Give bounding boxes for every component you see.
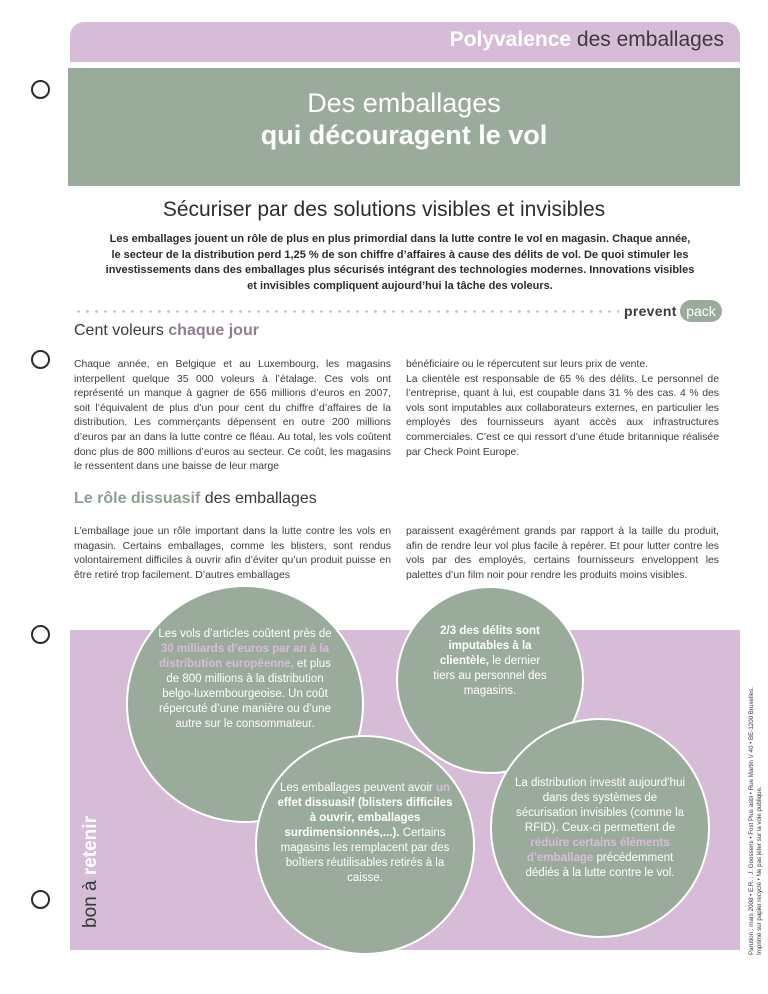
binder-hole-3: [31, 625, 50, 644]
c3-bold: effet dissuasif (blisters difficiles à ouvrir, emballages surdimensionnés,...).: [277, 797, 453, 839]
category-header: [70, 22, 740, 62]
c1-text-b: et plus de 800 millions à la distribution belgo-luxembourgeoise. Un coût répercuté d’une manière ou d’une autre sur le consommateur.: [159, 658, 331, 730]
info-circle-rfid: [490, 718, 710, 938]
section1-right-paragraph: La clientèle est responsable de 65 % des délits. Le personnel de l’entreprise, quant à lui, est coupable dans 31 % des cas. 4 % des vols sont imputables aux collaborateurs externes, en particulier les employés des fournisseurs ayant accès aux infrastructures commerciales. C’est ce qui ressort d’une étude britannique réalisée par Check Point Europe.: [406, 373, 719, 458]
title-banner: [68, 68, 740, 186]
c1-text-a: Les vols d’articles coûtent près de: [158, 628, 332, 640]
category-title-rest: des emballages: [571, 28, 724, 51]
section-title: Sécuriser par des solutions visibles et invisibles: [162, 198, 606, 221]
banner-title-line1: Des emballages: [307, 88, 501, 118]
section2-column-right: paraissent exagérément grands par rapport à la taille du produit, afin de rendre leur vol plus facile à repérer. Et pour lutter contre les vols par des employés, certains fournisseurs enveloppent les palettes d’un film noir pour rendre les produits moins visibles.: [406, 526, 719, 581]
section1-column-right: [406, 358, 719, 460]
category-title: [450, 28, 724, 52]
heading-cent-voleurs: [74, 322, 259, 340]
logo-word-prevent: prevent: [624, 303, 677, 319]
category-title-bold: Polyvalence: [449, 28, 572, 51]
c4-text-b: précédemment dédiés à la lutte contre le vol.: [525, 852, 675, 879]
c4-highlight: réduire certains éléments d’emballage: [526, 837, 670, 864]
heading-accent: Le rôle dissuasif: [74, 490, 201, 507]
heading-plain: des emballages: [200, 490, 317, 507]
c1-highlight: 30 milliards d’euros par an à la distribution européenne,: [159, 643, 330, 670]
section2-column-left: L’emballage joue un rôle important dans la lutte contre les vols en magasin. Certains emballages, comme les blisters, sont rendus volontairement difficiles à ouvrir afin d’éviter qu’un produit puisse en être retiré trop facilement. D’autres emballages: [74, 526, 391, 581]
logo-word-pack: pack: [680, 300, 722, 322]
c3-text-a: Les emballages peuvent avoir: [279, 782, 436, 794]
banner-title-line2: qui découragent le vol: [260, 120, 548, 150]
c3-text-b: Certains magasins les remplacent par des boîtiers réutilisables retirés à la caisse.: [280, 827, 450, 884]
publication-sidenote: [748, 687, 764, 955]
binder-hole-4: [31, 890, 50, 909]
dotted-divider: [74, 310, 619, 313]
bon-a-retenir-label: [80, 816, 102, 928]
section1-column-left: Chaque année, en Belgique et au Luxembourg, les magasins interpellent quelque 35 000 voleurs à l’étalage. Ces vols ont représenté un manque à gagner de 656 millions d’euros en 2007, soit l’équivalent de plus d’un pour cent du chiffre d’affaires de la distribution. Les commerçants dépensent en outre 200 millions d’euros par an dans la lutte contre ce fléau. Au total, les vols coûtent donc plus de 800 millions d’euros au secteur. Ce coût, les magasins le ressentent dans une baisse de leur marge: [74, 359, 391, 473]
retenir-plain: bon à: [80, 875, 101, 928]
heading-role-dissuasif: [74, 490, 317, 508]
c4-text-a: La distribution investit aujourd’hui dans des systèmes de sécurisation invisibles (comme la RFID). Ceux-ci permettent de: [514, 777, 686, 834]
heading-plain: Cent voleurs: [74, 322, 169, 339]
sidenote-line2: Imprimé sur papier recyclé • Ne pas jeter sur la voie publique.: [756, 786, 763, 955]
binder-hole-2: [31, 350, 50, 369]
retenir-bold: retenir: [80, 816, 101, 876]
sidenote-line1: Parution : mars 2008 • E.R. : J. Goossens • Fost Plus asbl • Rue Martin V 40 • BE-1200 Bruxelles.: [748, 687, 755, 955]
section1-right-line: bénéficiaire ou le répercutent sur leurs prix de vente.: [406, 359, 649, 370]
lead-paragraph: Les emballages jouent un rôle de plus en plus primordial dans la lutte contre le vol en magasin. Chaque année, le secteur de la distribution perd 1,25 % de son chiffre d’affaires à cause des délits de vol. De quoi stimuler les investissements dans des emballages plus sécurisés intégrant des technologies modernes. Innovations visibles et invisibles compliquent aujourd’hui la tâche des voleurs.: [105, 233, 695, 292]
c2-bold: 2/3 des délits sont imputables à la clientèle,: [439, 625, 540, 667]
c3-highlight: un: [435, 782, 451, 794]
binder-hole-1: [31, 80, 50, 99]
info-circle-effet-dissuasif: [255, 735, 475, 955]
c2-text: le dernier tiers au personnel des magasins.: [433, 655, 547, 697]
heading-accent: chaque jour: [168, 322, 259, 339]
